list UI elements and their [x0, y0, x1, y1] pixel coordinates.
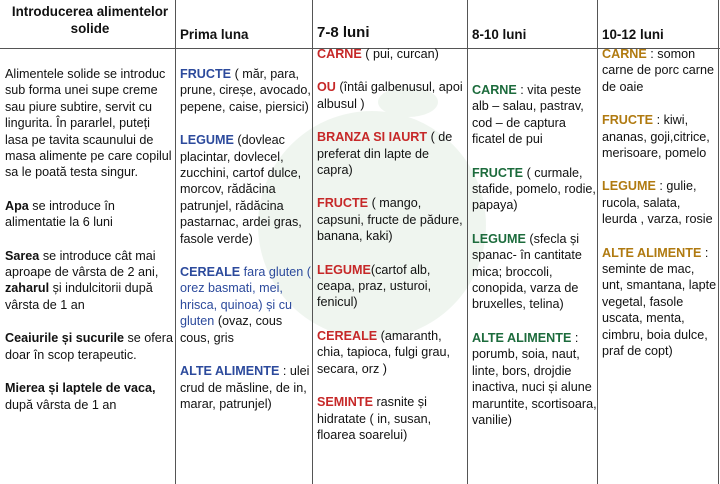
prima-legume: LEGUME (dovleac placintar, dovlecel, zucchini, cartof dulce, morcov, rădăcina patrunjel, rădăcina pastarnac, ardei gras, fasole verde) [180, 133, 302, 246]
table-border [718, 0, 719, 484]
10-12-alte: ALTE ALIMENTE : seminte de mac, unt, smantana, lapte vegetal, fasole uscata, menta, cimbru, boia dulce, praf de copt) [602, 245, 717, 359]
7-8-luni-column [317, 46, 467, 460]
8-10-alte: ALTE ALIMENTE : porumb, soia, naut, linte, bors, drojdie inactiva, nuci și alune maruntite, scortisoara, vanilie) [472, 330, 597, 427]
7-8-branza: BRANZA SI IAURT ( de preferat din lapte de capra) [317, 130, 453, 178]
column-divider [175, 0, 176, 484]
10-12-carne: CARNE : somon carne de porc carne de oaie [602, 47, 715, 94]
header-prima-luna: Prima luna [180, 27, 249, 42]
prima-cereale: CEREALE fara gluten ( orez basmati, mei, hrisca, quinoa) și cu gluten (ovaz, cous cous, gris [180, 265, 311, 345]
intro-paragraph: Alimentele solide se introduc sub forma unei supe creme sau piure subtire, servit cu lingurita. În pararlel, puteți lasa pe tavita scaunului de masa alimente pe care copilul sa le poată testa singur. [5, 67, 172, 180]
salt-sugar-paragraph: Sarea se introduce cât mai aproape de vârsta de 2 ani, zaharul și indulcitorii după vârsta de 1 an [5, 248, 159, 312]
prima-luna-column [180, 66, 312, 429]
7-8-carne: CARNE ( pui, curcan) [317, 47, 439, 61]
column-divider [597, 0, 598, 484]
10-12-legume: LEGUME : gulie, rucola, salata, leurda , varza, rosie [602, 179, 713, 227]
8-10-luni-column [472, 82, 597, 445]
7-8-seminte: SEMINTE rasnite și hidratate ( in, susan, floarea soarelui) [317, 395, 432, 442]
8-10-fructe: FRUCTE ( curmale, stafide, pomelo, rodie, papaya) [472, 165, 596, 213]
header-8-10-luni: 8-10 luni [472, 27, 527, 42]
teas-juices-paragraph: Ceaiurile și sucurile se ofera doar în scop terapeutic. [5, 331, 174, 362]
column-divider [467, 0, 468, 484]
intro-column [5, 66, 175, 430]
header-7-8-luni: 7-8 luni [317, 24, 370, 41]
water-paragraph: Apa se introduce în alimentatie la 6 luni [5, 198, 115, 230]
7-8-cereale: CEREALE (amaranth, chia, tapioca, fulgi grau, secara, orz ) [317, 328, 451, 376]
10-12-fructe: FRUCTE : kiwi, ananas, goji,citrice, merisoare, pomelo [602, 113, 710, 161]
honey-milk-paragraph: Mierea și laptele de vaca, după vârsta de 1 an [5, 381, 156, 412]
header-10-12-luni: 10-12 luni [602, 27, 664, 42]
7-8-ou: OU (întâi galbenusul, apoi albusul ) [317, 80, 463, 111]
header-intro: Introducerea alimentelor solide [11, 4, 169, 36]
8-10-legume: LEGUME (sfecla și spanac- în cantitate mica; broccoli, conopida, varza de bruxelles, telina) [472, 231, 582, 312]
column-divider [312, 0, 313, 484]
8-10-carne: CARNE : vita peste alb – salau, pastrav, cod – de captura ficatel de pui [472, 83, 584, 147]
prima-alte: ALTE ALIMENTE : ulei crud de măsline, de in, marar, patrunjel) [180, 364, 310, 411]
10-12-luni-column [602, 46, 717, 377]
prima-fructe: FRUCTE ( măr, para, prune, cireșe, avocado, pepene, caise, piersici) [180, 67, 311, 114]
7-8-legume: LEGUME(cartof alb, ceapa, praz, usturoi, fenicul) [317, 262, 432, 310]
7-8-fructe: FRUCTE ( mango, capsuni, fructe de pădure, banana, kaki) [317, 196, 463, 244]
